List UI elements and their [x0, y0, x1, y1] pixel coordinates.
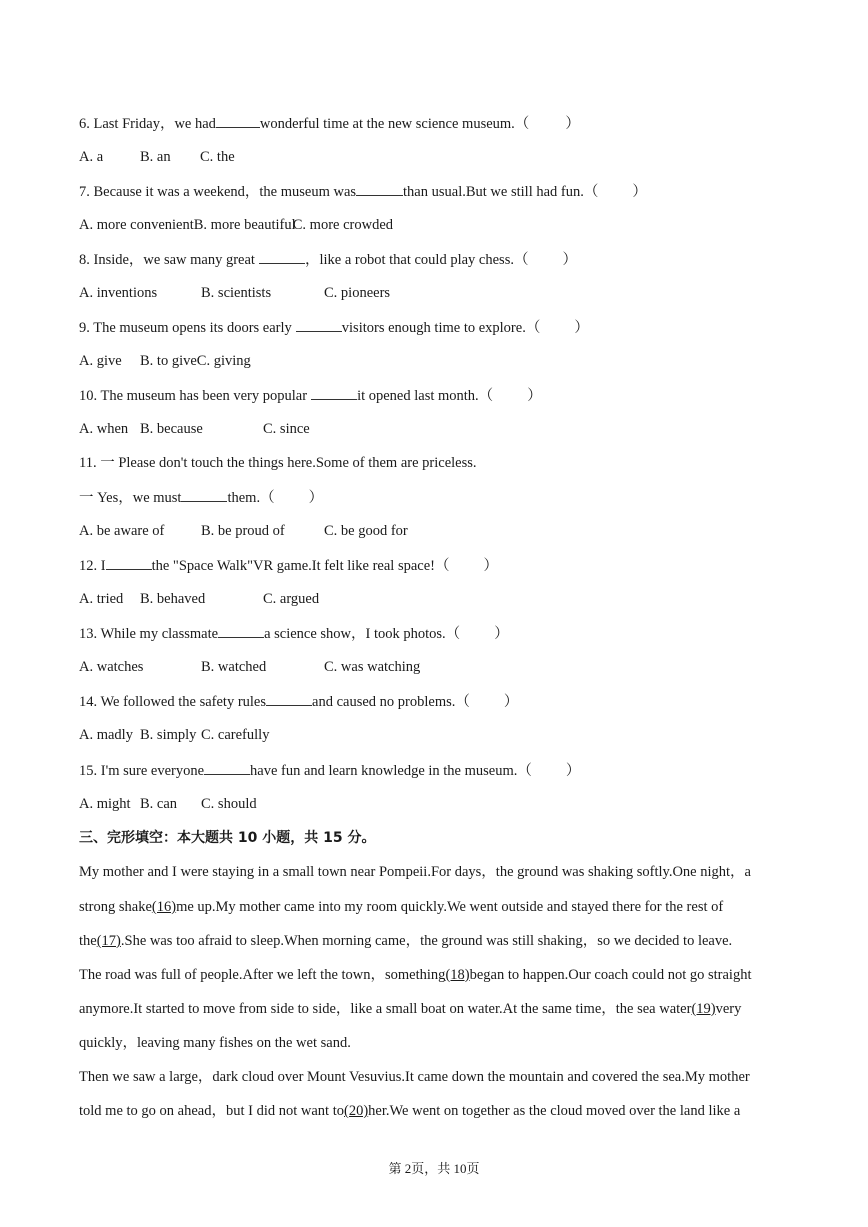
question-11-reply [79, 487, 323, 507]
option-c: C. since [263, 421, 310, 437]
blank-16: (16) [151, 899, 177, 915]
paren-close: ） [527, 388, 542, 404]
answer-blank [296, 317, 342, 332]
question-9 [79, 317, 589, 337]
option-c: C. more crowded [292, 217, 394, 233]
page-footer: 第 2页，共 10页 [388, 1161, 480, 1176]
question-text: have fun and learn knowledge in the museum.（ [250, 763, 532, 779]
question-text: 一 Yes，we must [79, 490, 182, 506]
blank-18: (18) [445, 967, 470, 983]
paren-close: ） [565, 116, 580, 132]
options-13 [79, 657, 420, 677]
passage-text: Then we saw a large，dark cloud over Mount Vesuvius.It came down the mountain and covered the sea.My mother [79, 1069, 750, 1085]
question-11 [79, 453, 477, 473]
passage-text: her.We went on together as the cloud moved over the land like a [368, 1103, 741, 1119]
question-text: them.（ [227, 490, 275, 506]
option-a: A. a [79, 149, 104, 165]
passage-line [79, 1033, 351, 1053]
question-text: a science show，I took photos.（ [264, 626, 461, 642]
answer-blank [204, 760, 250, 775]
option-a: A. inventions [79, 285, 158, 301]
option-b: B. be proud of [201, 523, 285, 539]
question-13 [79, 623, 509, 643]
options-12 [79, 589, 319, 609]
question-text: 6. Last Friday，we had [79, 116, 216, 132]
option-b: B. to give [140, 353, 197, 369]
passage-line [79, 1101, 740, 1121]
blank-20: (20) [344, 1103, 369, 1119]
question-text: 13. While my classmate [79, 626, 219, 642]
passage-line [79, 897, 723, 917]
passage-text: told me to go on ahead，but I did not want to [79, 1103, 344, 1119]
question-14 [79, 691, 518, 711]
option-b: B. can [140, 796, 178, 812]
option-a: A. be aware of [79, 523, 165, 539]
option-a: A. tried [79, 591, 124, 607]
question-8 [79, 249, 577, 269]
passage-text: quickly，leaving many fishes on the wet sand. [79, 1035, 351, 1051]
question-text: 14. We followed the safety rules [79, 694, 267, 710]
option-c: C. be good for [324, 523, 408, 539]
option-b: B. because [140, 421, 203, 437]
options-10 [79, 419, 310, 439]
passage-text: very [715, 1001, 742, 1017]
option-c: C. the [200, 149, 235, 165]
passage-text: the [79, 933, 97, 949]
question-6 [79, 113, 580, 133]
question-text: 15. I'm sure everyone [79, 763, 205, 779]
question-text: 12. I [79, 558, 106, 574]
option-b: B. scientists [201, 285, 272, 301]
question-text: 7. Because it was a weekend，the museum was [79, 184, 357, 200]
question-text: wonderful time at the new science museum.（ [259, 116, 530, 132]
option-b: B. watched [201, 659, 267, 675]
option-c: C. carefully [201, 727, 270, 743]
option-b: B. more beautiful [193, 217, 296, 233]
question-text: visitors enough time to explore.（ [341, 320, 541, 336]
options-7 [79, 215, 393, 235]
option-b: B. simply [140, 727, 197, 743]
question-7 [79, 181, 647, 201]
options-8 [79, 283, 390, 303]
paren-close: ） [562, 252, 577, 268]
option-a: A. might [79, 796, 131, 812]
question-text: 8. Inside，we saw many great [79, 252, 255, 268]
question-text: 11. 一 Please don't touch the things here.Some of them are priceless. [79, 455, 477, 471]
option-c: C. should [201, 796, 257, 812]
blank-19: (19) [691, 1001, 716, 1017]
passage-line [79, 862, 751, 882]
answer-blank [216, 113, 260, 128]
option-a: A. watches [79, 659, 144, 675]
options-14 [79, 725, 269, 745]
question-text: it opened last month.（ [357, 388, 494, 404]
question-text: than usual.But we still had fun.（ [403, 184, 599, 200]
answer-blank [356, 181, 403, 196]
option-c: C. giving [196, 353, 251, 369]
question-text: ，like a robot that could play chess.（ [304, 252, 529, 268]
passage-text: me up.My mother came into my room quickly.We went outside and stayed there for the rest of [176, 899, 724, 915]
answer-blank [106, 555, 152, 570]
passage-line [79, 931, 732, 951]
passage-text: strong shake [79, 899, 152, 915]
options-11 [79, 521, 408, 541]
passage-text: The road was full of people.After we left the town，something [79, 967, 446, 983]
passage-line [79, 1067, 750, 1087]
paren-close: ） [632, 184, 647, 200]
question-text: 9. The museum opens its doors early [79, 320, 292, 336]
question-15 [79, 760, 580, 780]
passage-text: .She was too afraid to sleep.When morning came，the ground was still shaking，so we decided to leave. [120, 933, 733, 949]
passage-line [79, 999, 741, 1019]
option-c: C. was watching [324, 659, 421, 675]
option-b: B. an [140, 149, 171, 165]
option-a: A. when [79, 421, 129, 437]
answer-blank [266, 691, 312, 706]
paren-close: ） [494, 626, 509, 642]
question-text: the "Space Walk"VR game.It felt like real space!（ [151, 558, 450, 574]
option-b: B. behaved [140, 591, 206, 607]
answer-blank [181, 487, 227, 502]
paren-close: ） [483, 558, 498, 574]
passage-text: began to happen.Our coach could not go straight [469, 967, 752, 983]
options-15 [79, 794, 257, 814]
question-12 [79, 555, 498, 575]
answer-blank [311, 385, 357, 400]
question-10 [79, 385, 542, 405]
answer-blank [259, 249, 305, 264]
answer-blank [218, 623, 264, 638]
section-heading: 三、完形填空：本大题共 10 小题，共 15 分。 [79, 830, 376, 846]
passage-line [79, 965, 751, 985]
option-a: A. give [79, 353, 122, 369]
passage-text: My mother and I were staying in a small town near Pompeii.For days，the ground was shaking softly.One night，a [79, 864, 751, 880]
question-text: 10. The museum has been very popular [79, 388, 308, 404]
paren-close: ） [503, 694, 519, 710]
option-a: A. more convenient [79, 217, 194, 233]
passage-text: anymore.It started to move from side to side，like a small boat on water.At the same time，the sea water [79, 1001, 692, 1017]
option-c: C. argued [263, 591, 320, 607]
paren-close: ） [565, 763, 581, 779]
paren-close: ） [308, 490, 324, 506]
option-c: C. pioneers [324, 285, 391, 301]
options-9 [79, 351, 251, 371]
options-6 [79, 147, 235, 167]
paren-close: ） [574, 320, 589, 336]
option-a: A. madly [79, 727, 133, 743]
question-text: and caused no problems.（ [312, 694, 470, 710]
blank-17: (17) [96, 933, 121, 949]
